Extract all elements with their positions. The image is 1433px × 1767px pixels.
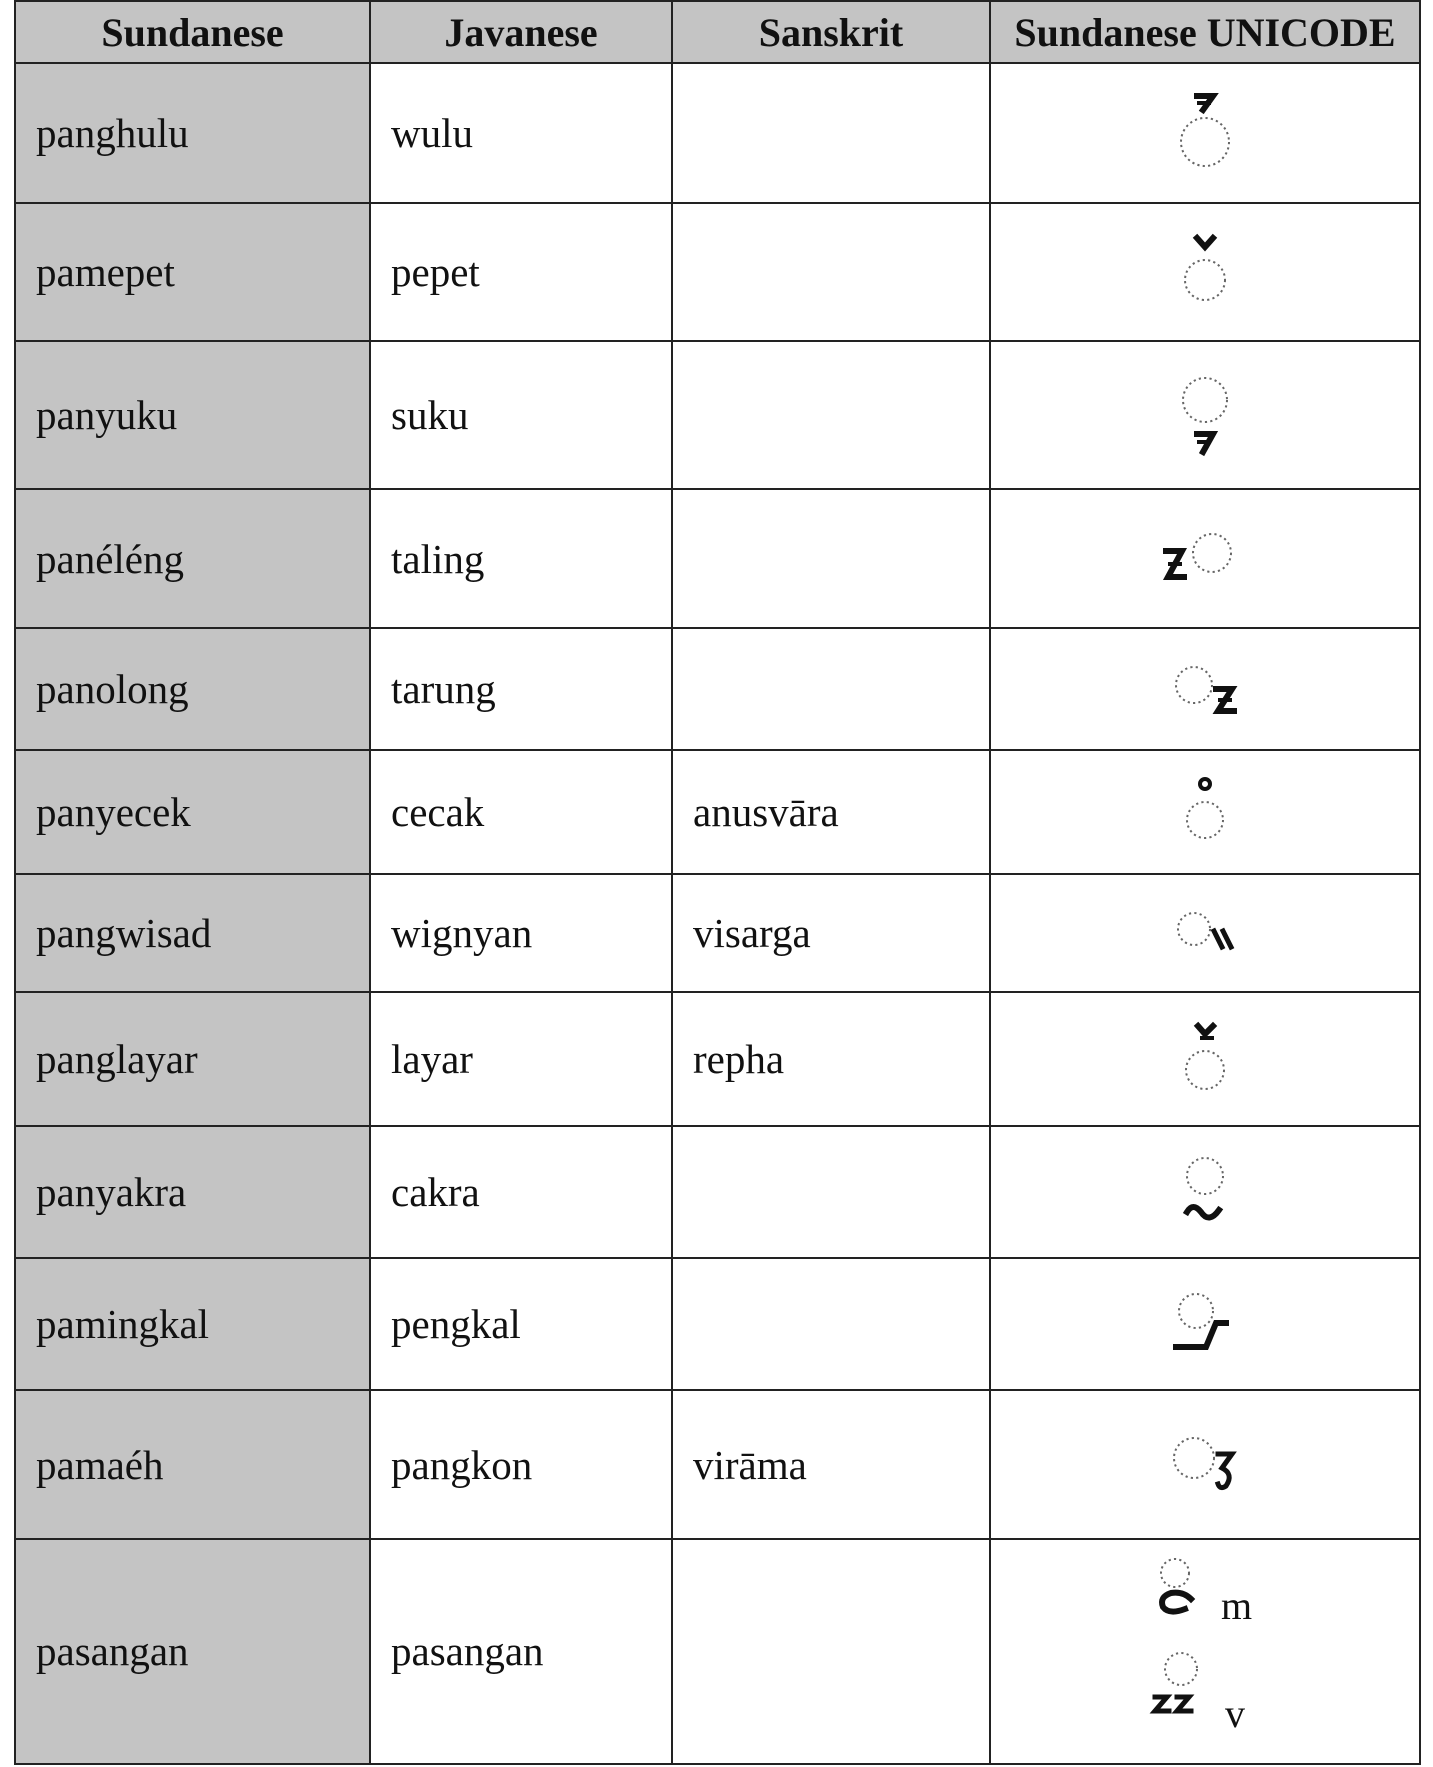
javanese-cell: cakra <box>370 1126 672 1258</box>
unicode-cell <box>990 63 1420 203</box>
table-row <box>15 341 1420 489</box>
unicode-cell <box>990 628 1420 750</box>
paneleng-glyph-icon <box>1160 529 1250 589</box>
unicode-cell <box>990 750 1420 874</box>
table-row <box>15 203 1420 341</box>
panyecek-glyph-icon <box>1165 774 1245 850</box>
header-sanskrit: Sanskrit <box>672 1 990 63</box>
sanskrit-cell <box>672 628 990 750</box>
unicode-cell <box>990 1258 1420 1390</box>
panghulu-glyph-icon <box>1165 88 1245 178</box>
pamepet-glyph-icon <box>1165 232 1245 312</box>
sanskrit-cell: virāma <box>672 1390 990 1538</box>
sundanese-cell: panéléng <box>15 489 370 627</box>
unicode-cell <box>990 992 1420 1126</box>
unicode-cell <box>990 1390 1420 1538</box>
unicode-cell <box>990 203 1420 341</box>
javanese-cell: wignyan <box>370 874 672 992</box>
sundanese-cell: panglayar <box>15 992 370 1126</box>
sundanese-cell: pangwisad <box>15 874 370 992</box>
javanese-cell: pasangan <box>370 1539 672 1764</box>
sanskrit-cell: anusvāra <box>672 750 990 874</box>
sanskrit-cell <box>672 1126 990 1258</box>
table-row <box>15 628 1420 750</box>
sanskrit-cell <box>672 63 990 203</box>
sanskrit-cell <box>672 1258 990 1390</box>
unicode-cell <box>990 1539 1420 1764</box>
unicode-cell <box>990 1126 1420 1258</box>
table-row <box>15 1390 1420 1538</box>
sanskrit-cell <box>672 489 990 627</box>
sundanese-cell: panyuku <box>15 341 370 489</box>
panglayar-glyph-icon <box>1165 1018 1245 1100</box>
table-row <box>15 489 1420 627</box>
header-javanese: Javanese <box>370 1 672 63</box>
sundanese-cell: pamepet <box>15 203 370 341</box>
javanese-cell: tarung <box>370 628 672 750</box>
sanskrit-cell: visarga <box>672 874 990 992</box>
table-row <box>15 63 1420 203</box>
javanese-cell: cecak <box>370 750 672 874</box>
pasangan-glyph-icon <box>1135 1551 1275 1751</box>
table-row <box>15 1126 1420 1258</box>
sundanese-diacritics-table <box>14 0 1421 1765</box>
pamingkal-glyph-icon <box>1160 1289 1250 1359</box>
sanskrit-cell <box>672 341 990 489</box>
pangwisad-glyph-icon <box>1160 905 1250 961</box>
header-sundanese: Sundanese <box>15 1 370 63</box>
javanese-cell: layar <box>370 992 672 1126</box>
sundanese-cell: panghulu <box>15 63 370 203</box>
header-sundanese-unicode: Sundanese UNICODE <box>990 1 1420 63</box>
table-row <box>15 992 1420 1126</box>
table-row <box>15 874 1420 992</box>
sundanese-cell: panyakra <box>15 1126 370 1258</box>
table-row <box>15 1258 1420 1390</box>
table-row <box>15 750 1420 874</box>
unicode-cell <box>990 874 1420 992</box>
header-row <box>15 1 1420 63</box>
sanskrit-cell <box>672 1539 990 1764</box>
sundanese-cell: pasangan <box>15 1539 370 1764</box>
sanskrit-cell: repha <box>672 992 990 1126</box>
javanese-cell: pangkon <box>370 1390 672 1538</box>
sundanese-cell: panyecek <box>15 750 370 874</box>
table-row <box>15 1539 1420 1764</box>
panolong-glyph-icon <box>1160 659 1250 719</box>
sundanese-cell: pamaéh <box>15 1390 370 1538</box>
unicode-cell <box>990 341 1420 489</box>
javanese-cell: pengkal <box>370 1258 672 1390</box>
javanese-cell: taling <box>370 489 672 627</box>
sundanese-cell: panolong <box>15 628 370 750</box>
pamaeh-glyph-icon <box>1160 1430 1250 1500</box>
javanese-cell: pepet <box>370 203 672 341</box>
panyuku-glyph-icon <box>1165 372 1245 458</box>
sundanese-cell: pamingkal <box>15 1258 370 1390</box>
javanese-cell: suku <box>370 341 672 489</box>
sanskrit-cell <box>672 203 990 341</box>
panyakra-glyph-icon <box>1165 1152 1245 1232</box>
javanese-cell: wulu <box>370 63 672 203</box>
unicode-cell <box>990 489 1420 627</box>
pasangan-label-m: m <box>1221 1583 1253 1629</box>
pasangan-label-v: v <box>1225 1691 1245 1737</box>
